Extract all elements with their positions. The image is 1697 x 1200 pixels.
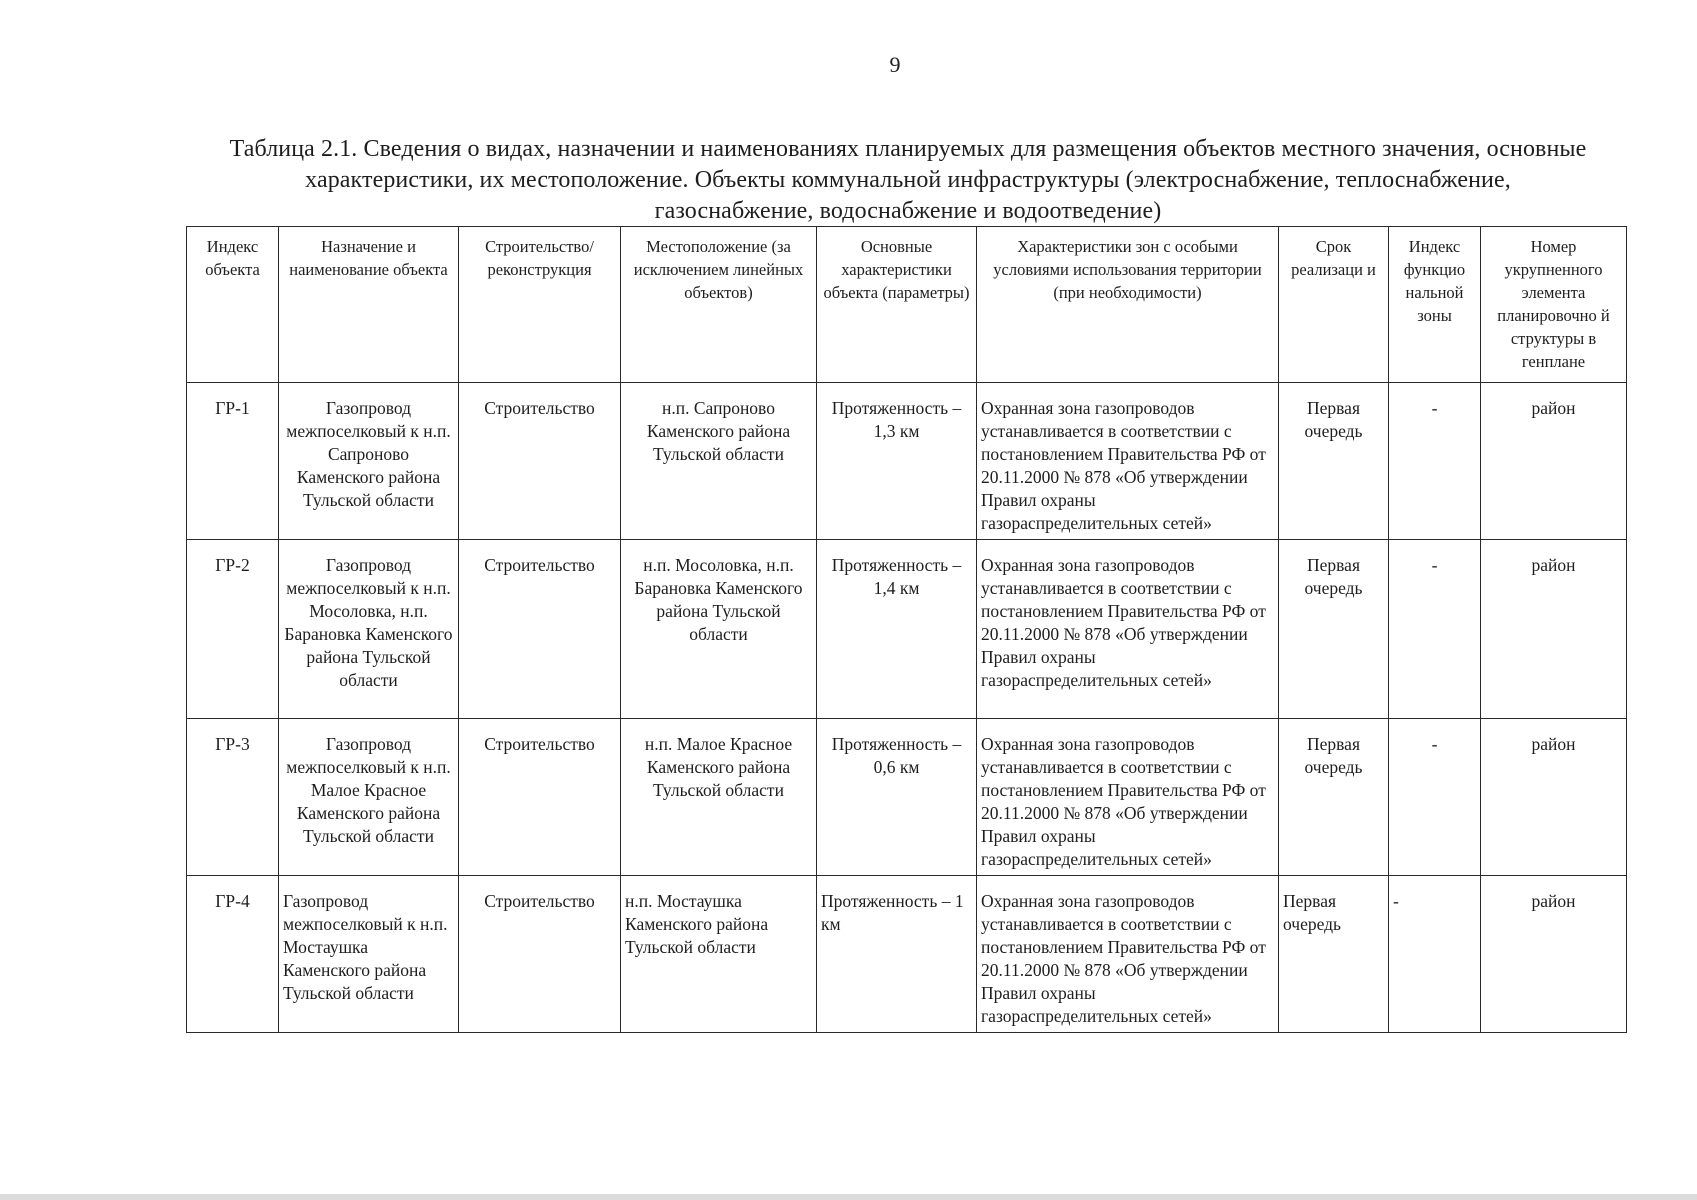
cell-zones: Охранная зона газопроводов устанавливается в соответствии с постановлением Правительства РФ от 20.11.2000 № 878 «Об утверждении Правил охраны газораспределительных сетей»: [977, 719, 1279, 876]
cell-zones: Охранная зона газопроводов устанавливается в соответствии с постановлением Правительства РФ от 20.11.2000 № 878 «Об утверждении Правил охраны газораспределительных сетей»: [977, 383, 1279, 540]
table-row: [187, 383, 1627, 540]
cell-index: ГР-1: [187, 383, 279, 540]
cell-term: Первая очередь: [1279, 540, 1389, 719]
cell-type: Строительство: [459, 876, 621, 1033]
cell-name: Газопровод межпоселковый к н.п. Мостаушка Каменского района Тульской области: [279, 876, 459, 1033]
cell-params: Протяженность – 1,4 км: [817, 540, 977, 719]
header-index: Индекс объекта: [187, 227, 279, 383]
cell-name: Газопровод межпоселковый к н.п. Мосоловка, н.п. Барановка Каменского района Тульской области: [279, 540, 459, 719]
cell-element: район: [1481, 719, 1627, 876]
cell-location: н.п. Сапроново Каменского района Тульской области: [621, 383, 817, 540]
header-name: Назначение и наименование объекта: [279, 227, 459, 383]
table-row: [187, 540, 1627, 719]
cell-params: Протяженность – 0,6 км: [817, 719, 977, 876]
table-row: [187, 876, 1627, 1033]
cell-params: Протяженность – 1,3 км: [817, 383, 977, 540]
cell-index: ГР-3: [187, 719, 279, 876]
cell-name: Газопровод межпоселковый к н.п. Малое Красное Каменского района Тульской области: [279, 719, 459, 876]
cell-element: район: [1481, 876, 1627, 1033]
header-term: Срок реализаци и: [1279, 227, 1389, 383]
header-type: Строительство/ реконструкция: [459, 227, 621, 383]
cell-zones: Охранная зона газопроводов устанавливается в соответствии с постановлением Правительства РФ от 20.11.2000 № 878 «Об утверждении Правил охраны газораспределительных сетей»: [977, 876, 1279, 1033]
header-params: Основные характеристики объекта (параметры): [817, 227, 977, 383]
cell-zone-index: -: [1389, 876, 1481, 1033]
cell-term: Первая очередь: [1279, 383, 1389, 540]
table-caption: Таблица 2.1. Сведения о видах, назначении и наименованиях планируемых для размещения объектов местного значения, основные характеристики, их местоположение. Объекты коммунальной инфраструктуры (электроснабжение, теплоснабжение, газоснабжение, водоснабжение и водоотведение): [229, 136, 1587, 224]
table-row: [187, 719, 1627, 876]
cell-type: Строительство: [459, 719, 621, 876]
page-number: 9: [889, 52, 901, 77]
table-header-row: [187, 227, 1627, 383]
cell-zone-index: -: [1389, 540, 1481, 719]
cell-type: Строительство: [459, 383, 621, 540]
cell-term: Первая очередь: [1279, 876, 1389, 1033]
cell-location: н.п. Мостаушка Каменского района Тульской области: [621, 876, 817, 1033]
cell-params: Протяженность – 1 км: [817, 876, 977, 1033]
cell-element: район: [1481, 383, 1627, 540]
objects-table: [186, 226, 1627, 1033]
scan-edge-divider: [0, 1194, 1697, 1200]
header-location: Местоположение (за исключением линейных объектов): [621, 227, 817, 383]
header-element: Номер укрупненного элемента планировочно й структуры в генплане: [1481, 227, 1627, 383]
cell-element: район: [1481, 540, 1627, 719]
header-zone-index: Индекс функцио нальной зоны: [1389, 227, 1481, 383]
cell-zone-index: -: [1389, 719, 1481, 876]
cell-index: ГР-4: [187, 876, 279, 1033]
cell-term: Первая очередь: [1279, 719, 1389, 876]
cell-zones: Охранная зона газопроводов устанавливается в соответствии с постановлением Правительства РФ от 20.11.2000 № 878 «Об утверждении Правил охраны газораспределительных сетей»: [977, 540, 1279, 719]
cell-zone-index: -: [1389, 383, 1481, 540]
cell-location: н.п. Малое Красное Каменского района Тульской области: [621, 719, 817, 876]
cell-location: н.п. Мосоловка, н.п. Барановка Каменского района Тульской области: [621, 540, 817, 719]
cell-name: Газопровод межпоселковый к н.п. Сапроново Каменского района Тульской области: [279, 383, 459, 540]
cell-type: Строительство: [459, 540, 621, 719]
header-zones: Характеристики зон с особыми условиями использования территории (при необходимости): [977, 227, 1279, 383]
cell-index: ГР-2: [187, 540, 279, 719]
